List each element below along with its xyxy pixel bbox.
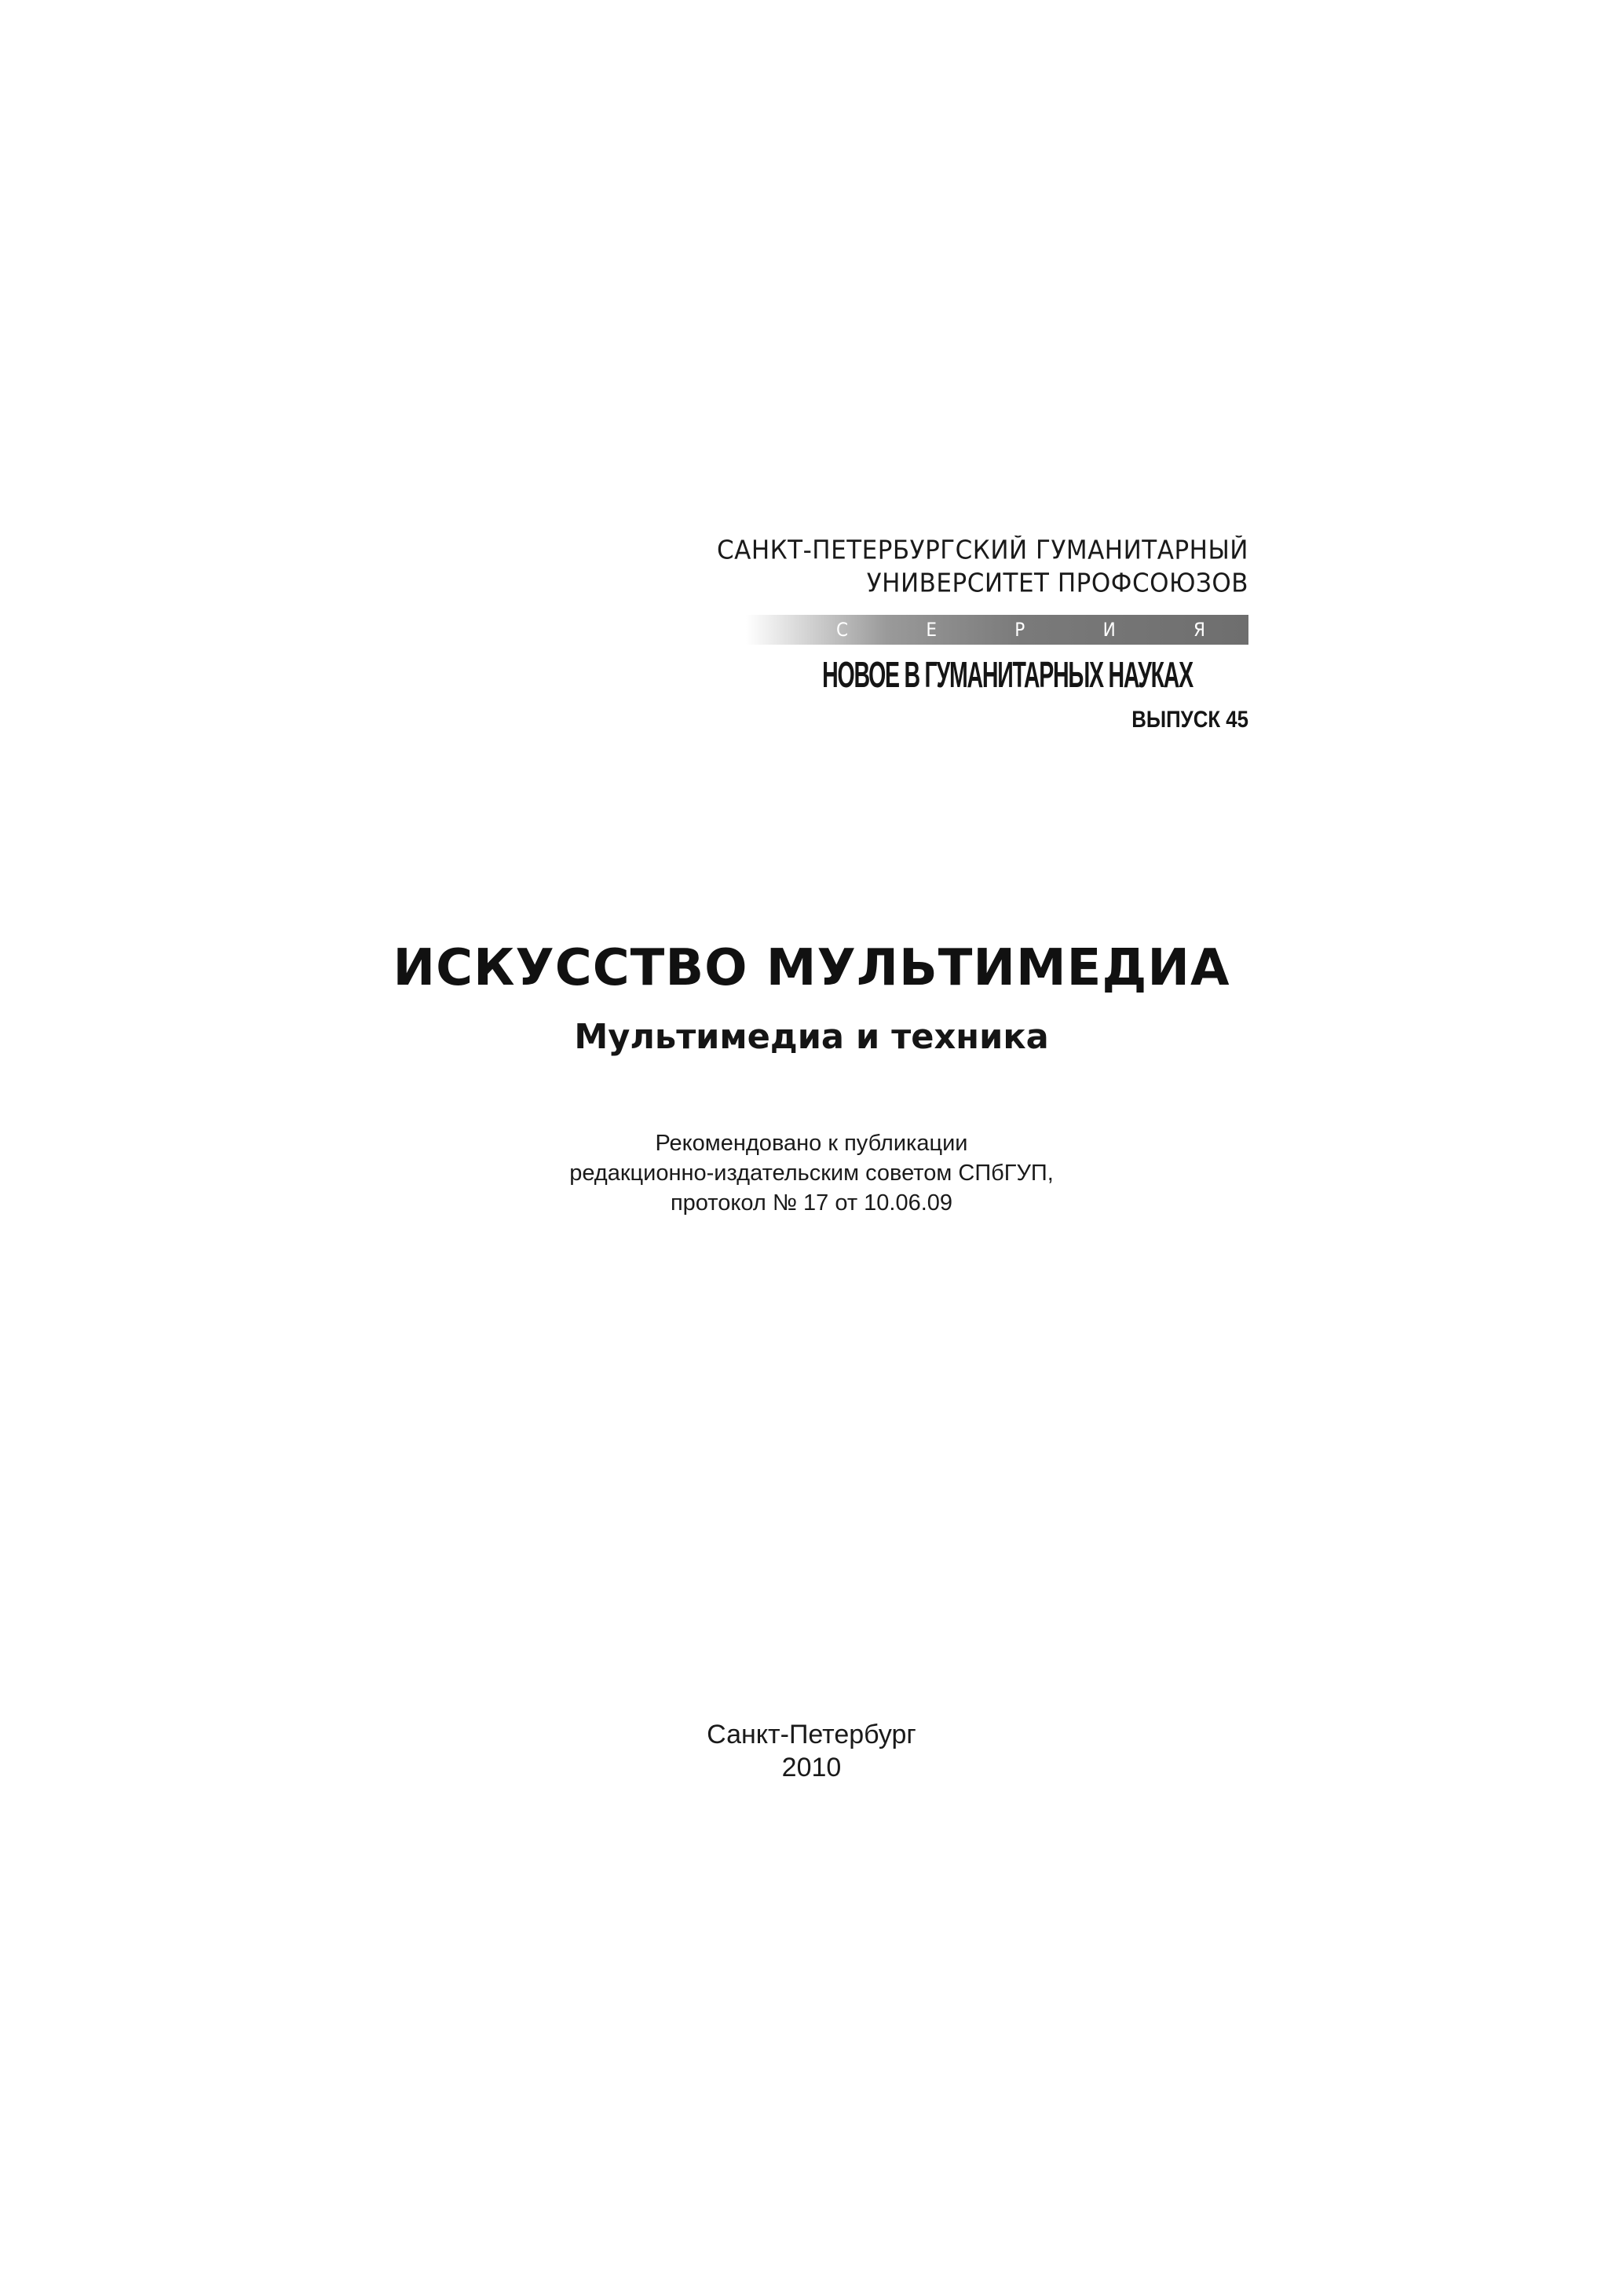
publisher-line-2: УНИВЕРСИТЕТ ПРОФСОЮЗОВ [866,569,1248,598]
recommendation-line-2: редакционно-издательским советом СПбГУП, [569,1161,1054,1186]
series-letter: Е [926,619,937,641]
recommendation-line-3: протокол № 17 от 10.06.09 [670,1190,953,1216]
imprint [0,1718,1623,1784]
book-title: ИСКУССТВО МУЛЬТИМЕДИА [393,939,1230,997]
issue-number: ВЫПУСК 45 [1131,707,1248,733]
series-letter: Я [1193,619,1205,641]
imprint-year: 2010 [781,1753,842,1782]
series-title: НОВОЕ В ГУМАНИТАРНЫХ НАУКАХ [822,654,1193,695]
series-label [836,615,1205,645]
series-letter: С [836,619,849,641]
imprint-city: Санкт-Петербург [707,1720,916,1749]
recommendation-note [0,1128,1623,1218]
book-subtitle: Мультимедиа и техника [574,1017,1049,1057]
recommendation-line-1: Рекомендовано к публикации [655,1131,968,1156]
publisher-name [717,534,1248,600]
publisher-line-1: САНКТ-ПЕТЕРБУРГСКИЙ ГУМАНИТАРНЫЙ [717,536,1248,565]
series-letter: И [1102,619,1116,641]
series-letter: Р [1014,619,1025,641]
